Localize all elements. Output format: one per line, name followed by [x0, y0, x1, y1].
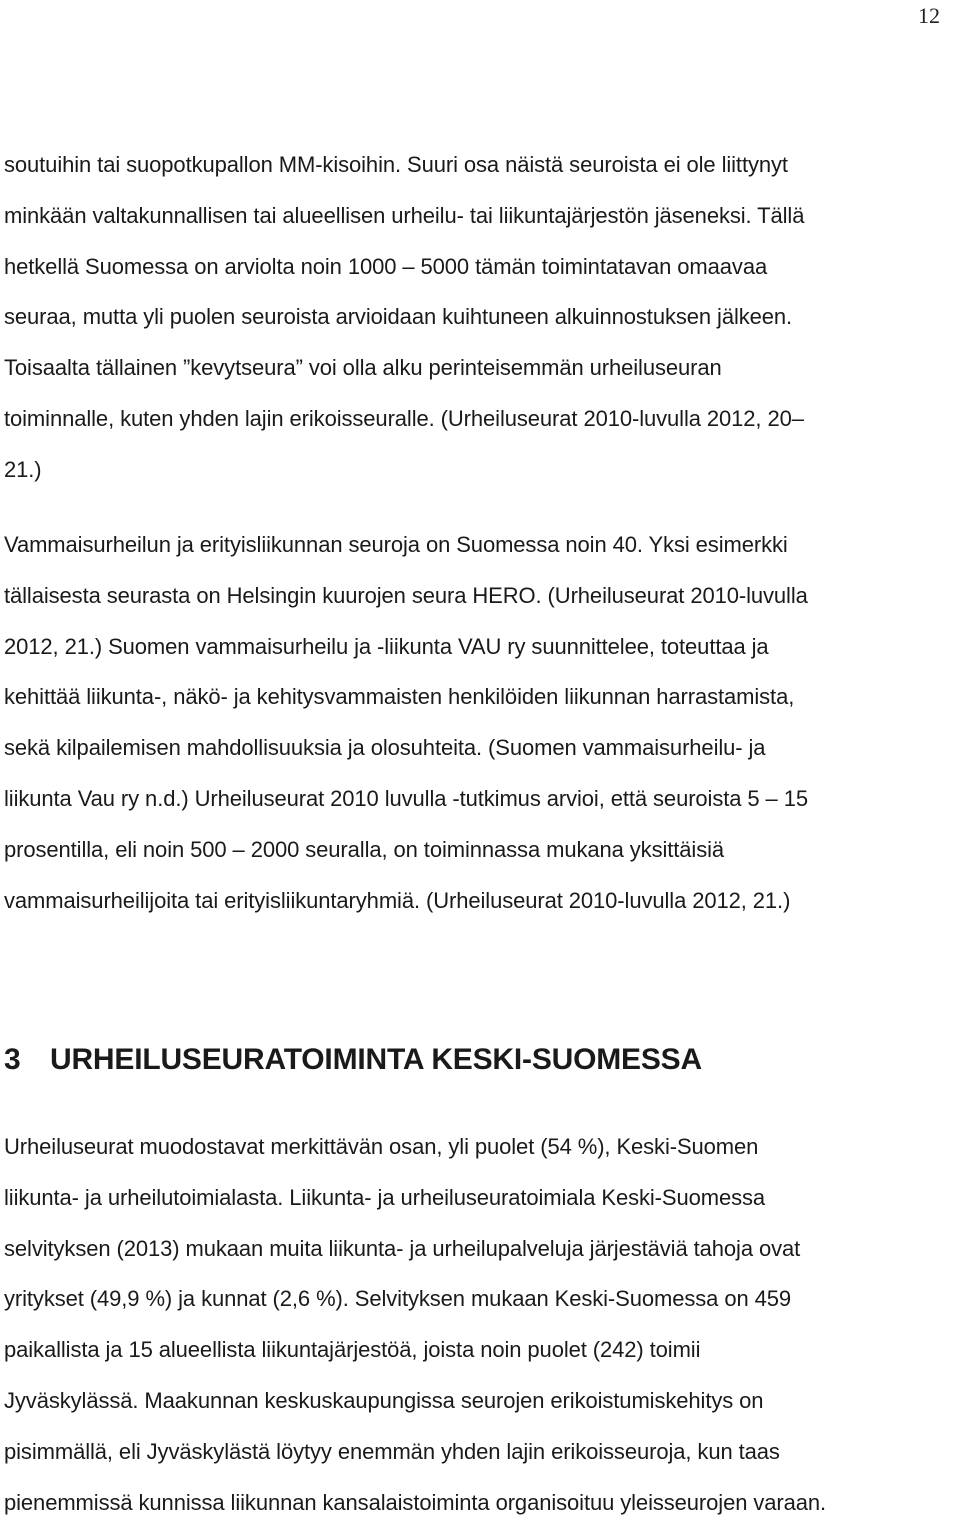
text-line: soutuihin tai suopotkupallon MM-kisoihin. Suuri osa näistä seuroista ei ole liittynyt [4, 152, 788, 177]
text-line: toiminnalle, kuten yhden lajin erikoisseuralle. (Urheiluseurat 2010-luvulla 2012, 20– [4, 405, 804, 431]
section-title: URHEILUSEURATOIMINTA KESKI-SUOMESSA [50, 1043, 702, 1076]
text-line: Jyväskylässä. Maakunnan keskuskaupungissa seurojen erikoistumiskehitys on [4, 1387, 764, 1413]
text-line: seuraa, mutta yli puolen seuroista arvioidaan kuihtuneen alkuinnostuksen jälkeen. [4, 304, 793, 330]
paragraph-2 [4, 520, 954, 926]
text-line: prosentilla, eli noin 500 – 2000 seuralla, on toiminnassa mukana yksittäisiä [4, 836, 725, 862]
text-line: tällaisesta seurasta on Helsingin kuurojen seura HERO. (Urheiluseurat 2010-luvulla [4, 582, 808, 608]
page-number: 12 [918, 3, 940, 28]
text-line: vammaisurheilijoita tai erityisliikuntaryhmiä. (Urheiluseurat 2010-luvulla 2012, 21.) [4, 887, 791, 913]
section-number: 3 [4, 1043, 21, 1076]
text-line: yritykset (49,9 %) ja kunnat (2,6 %). Selvityksen mukaan Keski-Suomessa on 459 [4, 1286, 792, 1312]
text-line: kehittää liikunta-, näkö- ja kehitysvammaisten henkilöiden liikunnan harrastamista, [4, 684, 795, 710]
text-line: 2012, 21.) Suomen vammaisurheilu ja -liikunta VAU ry suunnittelee, toteuttaa ja [4, 633, 769, 659]
text-line: liikunta- ja urheilutoimialasta. Liikunta- ja urheiluseuratoimiala Keski-Suomessa [4, 1184, 766, 1210]
text-line: pienemmissä kunnissa liikunnan kansalaistoiminta organisoituu yleisseurojen varaan. [4, 1489, 827, 1515]
text-line: Toisaalta tällainen ”kevytseura” voi olla alku perinteisemmän urheiluseuran [4, 355, 722, 381]
text-line: sekä kilpailemisen mahdollisuuksia ja olosuhteita. (Suomen vammaisurheilu- ja [4, 735, 766, 761]
text-line: Urheiluseurat muodostavat merkittävän osan, yli puolet (54 %), Keski-Suomen [4, 1134, 759, 1159]
text-line: liikunta Vau ry n.d.) Urheiluseurat 2010 luvulla -tutkimus arvioi, että seuroista 5 – 15 [4, 785, 808, 811]
text-line: 21.) [4, 456, 42, 482]
text-line: pisimmällä, eli Jyväskylästä löytyy enemmän yhden lajin erikoisseuroja, kun taas [4, 1438, 780, 1464]
paragraph-1 [4, 140, 954, 496]
text-line: hetkellä Suomessa on arviolta noin 1000 – 5000 tämän toimintatavan omaavaa [4, 253, 768, 279]
paragraph-3 [4, 1122, 954, 1528]
text-line: minkään valtakunnallisen tai alueellisen urheilu- tai liikuntajärjestön jäseneksi. Tällä [4, 202, 805, 228]
section-heading [4, 1030, 702, 1090]
text-line: Vammaisurheilun ja erityisliikunnan seuroja on Suomessa noin 40. Yksi esimerkki [4, 532, 788, 557]
text-line: selvityksen (2013) mukaan muita liikunta- ja urheilupalveluja järjestäviä tahoja ovat [4, 1235, 801, 1261]
text-line: paikallista ja 15 alueellista liikuntajärjestöä, joista noin puolet (242) toimii [4, 1337, 701, 1363]
